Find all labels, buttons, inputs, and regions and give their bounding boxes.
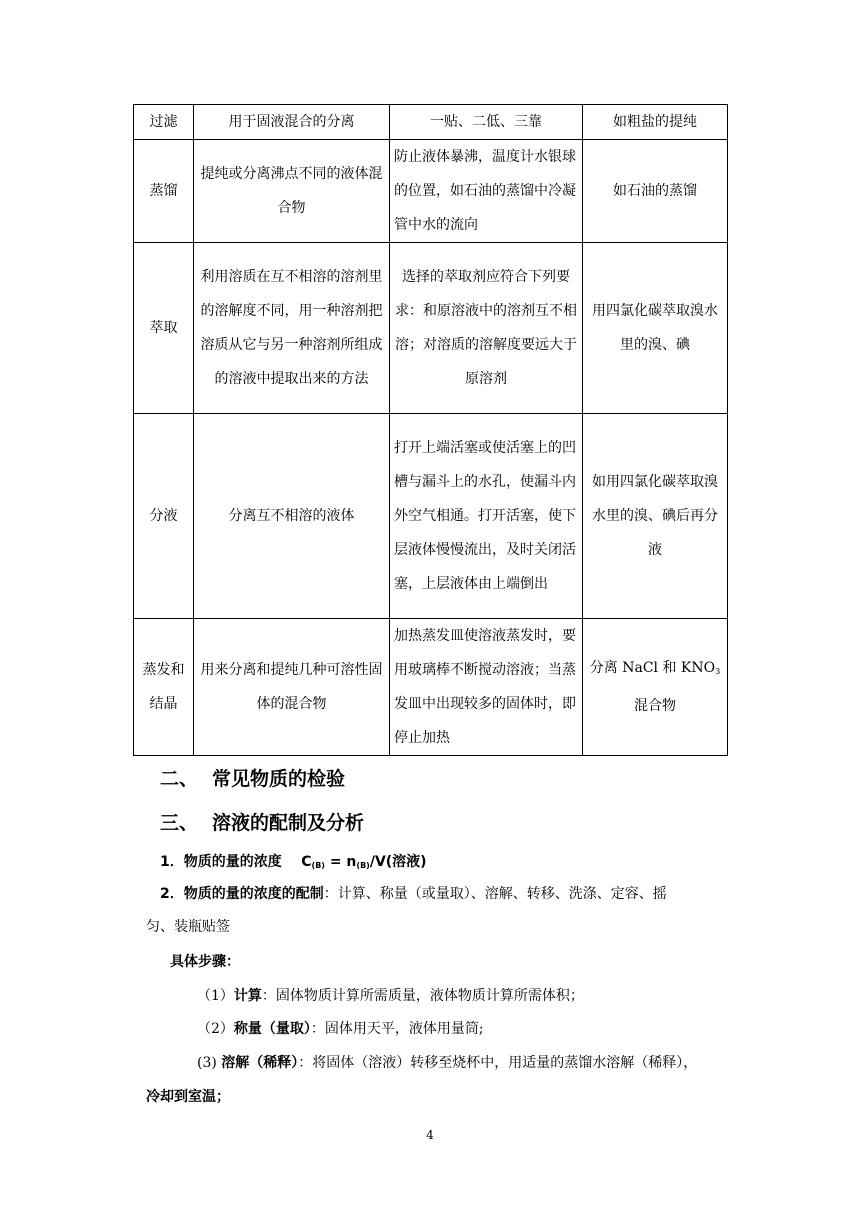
notes-cell: 选择的萃取剂应符合下列要求：和原溶液中的溶剂互不相溶；对溶质的溶解度要远大于原溶剂	[390, 243, 583, 414]
section-title: 溶液的配制及分析	[212, 812, 365, 834]
use-cell: 用于固液混合的分离	[194, 105, 390, 140]
separation-methods-table	[133, 104, 728, 756]
formula-subscript: (B)	[311, 861, 325, 870]
formula-tail: /V(溶液)	[369, 854, 427, 870]
step-text: ：固体用天平，液体用量筒;	[310, 1021, 484, 1037]
use-cell: 用来分离和提纯几种可溶性固体的混合物	[194, 619, 390, 756]
preparation-paragraph	[160, 884, 735, 904]
table-row	[134, 105, 728, 140]
example-cell: 如用四氯化碳萃取溴水里的溴、碘后再分液	[583, 414, 728, 619]
example-cell: 用四氯化碳萃取溴水里的溴、碘	[583, 243, 728, 414]
preparation-paragraph-cont: 匀、装瓶贴签	[146, 919, 230, 935]
section-title: 常见物质的检验	[212, 768, 346, 790]
section-number: 三、	[160, 812, 199, 834]
example-cell: 如粗盐的提纯	[583, 105, 728, 140]
step-item-cont: 冷却到室温；	[146, 1089, 230, 1105]
step-label: 溶解（稀释）	[221, 1055, 299, 1071]
subscript: 3	[715, 667, 721, 676]
steps-heading: 具体步骤：	[170, 954, 240, 970]
step-label: 称量（量取）	[233, 1021, 311, 1037]
step-label: 计算	[233, 988, 262, 1004]
example-text-tail: 混合物	[634, 698, 676, 714]
step-item	[197, 986, 584, 1006]
item-label: 2．物质的量的浓度的配制	[160, 886, 324, 902]
example-cell	[583, 619, 728, 756]
notes-cell: 打开上端活塞或使活塞上的凹槽与漏斗上的水孔，使漏斗内外空气相通。打开活塞，使下层液体慢慢流出，及时关闭活塞，上层液体由上端倒出	[390, 414, 583, 619]
step-text: ：固体物质计算所需质量，液体物质计算所需体积；	[261, 988, 584, 1004]
section-heading	[160, 808, 364, 835]
method-cell: 萃取	[134, 243, 194, 414]
method-cell: 过滤	[134, 105, 194, 140]
notes-cell: 加热蒸发皿使溶液蒸发时，要用玻璃棒不断搅动溶液；当蒸发皿中出现较多的固体时，即停止加热	[390, 619, 583, 756]
use-cell: 分离互不相溶的液体	[194, 414, 390, 619]
formula-subscript: (B)	[356, 861, 370, 870]
formula-eq: = n	[329, 854, 357, 870]
method-cell: 分液	[134, 414, 194, 619]
notes-cell: 防止液体暴沸，温度计水银球的位置，如石油的蒸馏中冷凝管中水的流向	[390, 140, 583, 243]
method-cell: 蒸发和结晶	[134, 619, 194, 756]
use-cell: 利用溶质在互不相溶的溶剂里的溶解度不同，用一种溶剂把溶质从它与另一种溶剂所组成的溶液中提取出来的方法	[194, 243, 390, 414]
item-label: 1．物质的量的浓度	[160, 854, 282, 870]
page-number: 4	[426, 1128, 434, 1142]
item-text: ：计算、称量（或量取）、溶解、转移、洗涤、定容、摇	[323, 886, 667, 902]
concentration-definition	[160, 852, 427, 876]
example-text: 分离 NaCl 和 KNO	[589, 660, 716, 676]
notes-cell: 一贴、二低、三靠	[390, 105, 583, 140]
step-prefix: (3)	[197, 1055, 222, 1071]
formula-c: C	[301, 854, 312, 870]
table-row	[134, 619, 728, 756]
step-item	[197, 1019, 484, 1039]
step-prefix: （1）	[197, 988, 234, 1004]
table-row	[134, 243, 728, 414]
example-cell: 如石油的蒸馏	[583, 140, 728, 243]
step-prefix: （2）	[197, 1021, 234, 1037]
section-number: 二、	[160, 768, 199, 790]
section-heading	[160, 764, 345, 791]
step-text: ：将固体（溶液）转移至烧杯中，用适量的蒸馏水溶解（稀释），	[298, 1055, 698, 1071]
table-row	[134, 140, 728, 243]
table-row	[134, 414, 728, 619]
use-cell: 提纯或分离沸点不同的液体混合物	[194, 140, 390, 243]
step-item	[197, 1053, 737, 1073]
method-cell: 蒸馏	[134, 140, 194, 243]
